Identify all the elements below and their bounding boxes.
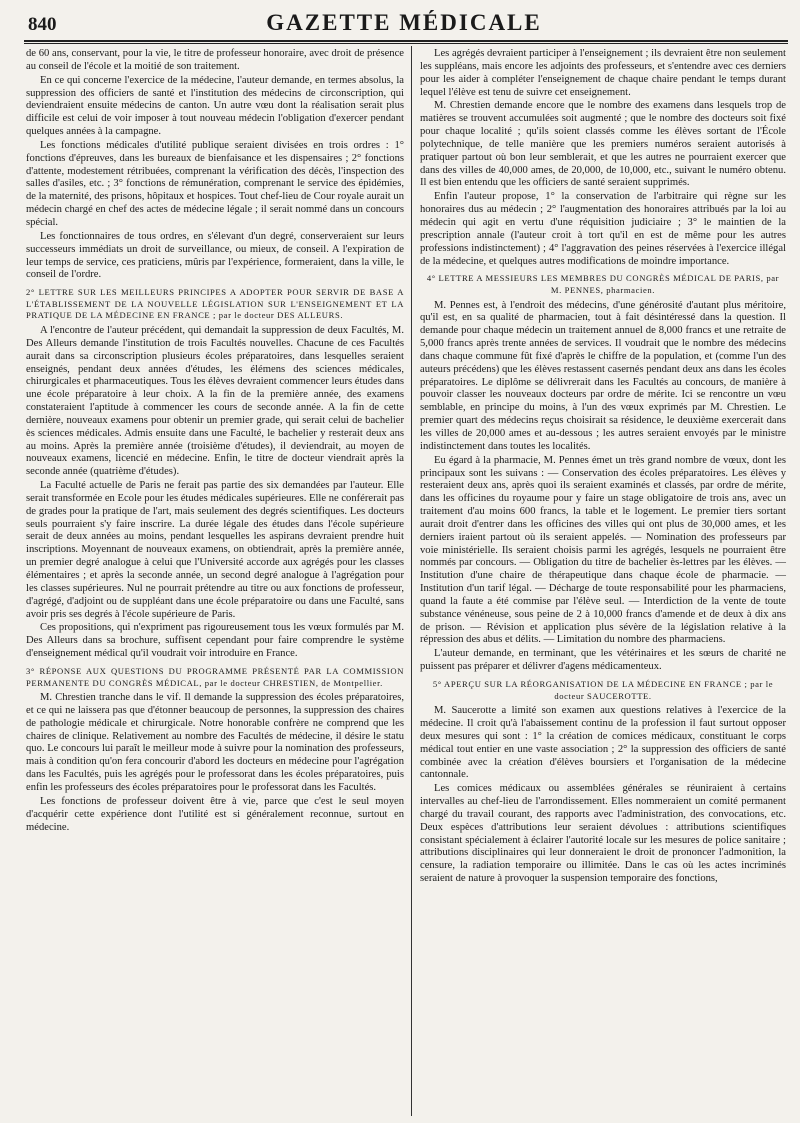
paragraph: Les fonctionnaires de tous ordres, en s'élevant d'un degré, conserveraient sur leurs successeurs immédiats un droit de surveillance, ou mieux, de conseil. A l'expiration de leur temps de service, ces praticiens, mûris par l'expérience, formeraient, dans la ville, le conseil de l'ordre. [26, 230, 404, 281]
paragraph: Eu égard à la pharmacie, M. Pennes émet un très grand nombre de vœux, dont les principaux sont les suivans : — Conservation des écoles préparatoires. Les élèves y resteraient deux ans, après quoi ils seraient examinés et classés, par ordre de mérite, dans les officines du royaume pour y faire un stage obligatoire de trois ans, avec un traitement d'au moins 600 francs, la table et le logement. Le premier tiers sortant aurait droit d'entrer dans les officines des villes qui ont plus de 30,000 ames, et les derniers iraient partout où ils seraient appelés. — Nomination des professeurs par voie ministérielle. Ils seraient choisis parmi les agrégés, lesquels ne pourraient être nommés par concours. — Obligation du titre de bachelier ès-lettres par les élèves. — Institution d'une chaire de thérapeutique dans chaque école de pharmacie. — Institution d'un tarif légal. — Décharge de toute responsabilité pour les pharmaciens, quand la faute a été commise par l'élève seul. — Interdiction de la vente de toute substance vénéneuse, sous peine de 2 à 10,000 francs d'amende et de deux à dix ans de prison. — Révision et application plus sévère de la législation relative à la répression des abus et délits. — Limitation du nombre des pharmaciens. [420, 454, 786, 646]
section-heading: 4° LETTRE A MESSIEURS LES MEMBRES DU CONGRÈS MÉDICAL DE PARIS, par M. PENNES, pharmacien. [426, 273, 780, 295]
paragraph: L'auteur demande, en terminant, que les vétérinaires et les sœurs de charité ne puissent pas préparer et délivrer d'agens médicamenteux. [420, 648, 786, 673]
page-title: GAZETTE MÉDICALE [266, 10, 542, 35]
paragraph: A l'encontre de l'auteur précédent, qui demandait la suppression de deux Facultés, M. Des Alleurs demande l'institution de trois Facultés nouvelles. Chacune de ces Facultés aurait dans sa circonscription plusieurs écoles préparatoires, dans lesquelles seraient enseignés, pendant deux années d'études, les élémens des sciences médicales, chirurgicales et pharmaceutiques. Tous les élèves devraient commencer leurs études dans une école préparatoire à leur choix. A la fin de la première année, des examens constateraient l'aptitude à commencer les cours de seconde année. A la fin de cette dernière, nouveaux examens pour obtenir un premier grade, qui serait celui de bachelier ès sciences médicales. Admis ensuite dans une Faculté, le bachelier y resterait deux ans au moins. Après la première année (troisième d'études), il deviendrait, au moyen de nouveaux examens, licencié en médecine. Enfin, le titre de docteur viendrait après la seconde année (quatrième d'études). [26, 324, 404, 478]
paragraph: Les agrégés devraient participer à l'enseignement ; ils devraient être non seulement les suppléans, mais encore les adjoints des professeurs, et s'entendre avec ces derniers pour les aider à compléter l'enseignement de chaque chaire pendant le temps durant lequel l'élève est tenu de suivre cet enseignement. [420, 48, 786, 98]
section-heading: 2° LETTRE SUR LES MEILLEURS PRINCIPES A ADOPTER POUR SERVIR DE BASE A L'ÉTABLISSEMENT DE LA NOUVELLE LÉGISLATION SUR L'ENSEIGNEMENT ET LA PRATIQUE DE LA MÉDECINE EN FRANCE ; par le docteur DES ALLEURS. [26, 287, 404, 321]
paragraph: Les fonctions de professeur doivent être à vie, parce que c'est le seul moyen d'acquérir cette expérience dont l'utilité est si généralement reconnue, surtout en médecine. [26, 795, 404, 833]
column-divider [411, 46, 412, 1116]
paragraph: Les fonctions médicales d'utilité publique seraient divisées en trois ordres : 1° fonctions d'épreuves, dans les bureaux de bienfaisance et les dispensaires ; 2° fonctions d'attente, modestement rétribuées, comprenant la vérification des décès, l'inspection des salles d'asiles, etc. ; 3° fonctions de rémunération, comprenant le service des épidémies, de la maternité, des prisons, hôpitaux et hospices. Tout chef-lieu de Cour royale aurait un médecin chargé en chef des actes de médecine légale ; il serait nommé dans un concours spécial. [26, 139, 404, 228]
section-heading: 3° RÉPONSE AUX QUESTIONS DU PROGRAMME PRÉSENTÉ PAR LA COMMISSION PERMANENTE DU CONGRÈS MÉDICAL, par le docteur CHRESTIEN, de Montpellier. [26, 665, 404, 688]
page-number: 840 [28, 14, 57, 35]
paragraph: Les comices médicaux ou assemblées générales se réuniraient à certains intervalles au chef-lieu de l'arrondissement. Elles nommeraient un comité permanent chargé du travail courant, des rapports avec l'administration, des convocations, etc. Deux espèces d'attributions leur seraient dévolues : attributions scientifiques consistant spécialement à éclairer l'autorité locale sur les mesures de police sanitaire ; attributions disciplinaires qui leur donneraient le droit de prononcer l'admonition, la censure, la radiation temporaire ou illimitée. Dans le cas où les actes incriminés seraient de nature à provoquer la suspension temporaire des fonctions, [420, 783, 786, 885]
paragraph: M. Pennes est, à l'endroit des médecins, d'une générosité d'autant plus méritoire, qu'il est, en sa qualité de pharmacien, tout à fait désintéressé dans la question. Il demande pour chaque médecin un traitement annuel de 8,000 francs et une retraite de 5,000 francs après trente années de services. Il voudrait que le nombre des médecins dans chaque commune fût fixé d'après le chiffre de la population, et (comme l'un des auteurs précédens) que les élèves restassent casernés pendant deux ans dans les écoles préparatoires. Le diplôme se délivrerait dans les Facultés au concours, de manière à pouvoir classer les nouveaux docteurs par ordre de mérite. Ici se rencontre un vœu semblable, en principe du moins, à l'un des vœux exprimés par M. Chrestien. Le premier quart des médecins reçus choisirait sa résidence, le deuxième exercerait dans les villes de 20,000 ames et au-dessous ; les autres seraient envoyés par le ministre indistinctement dans toutes les localités. [420, 299, 786, 452]
header-rule [24, 40, 788, 42]
paragraph: Enfin l'auteur propose, 1° la conservation de l'arbitraire qui règne sur les honoraires dus au médecin ; 2° l'augmentation des honoraires attribués par la loi au médecin qui agit en vertu d'une réquisition judiciaire ; 3° le maintien de la prescription annale (l'auteur croit à tort qu'il en est de même pour les autres professions indistinctement) ; 4° l'aggravation des peines réservées à l'exercice illégal de la médecine, et quelques autres modifications de moindre importance. [420, 191, 786, 267]
paragraph: de 60 ans, conservant, pour la vie, le titre de professeur honoraire, avec droit de présence au conseil de l'école et la moitié de son traitement. [26, 48, 404, 72]
paragraph: En ce qui concerne l'exercice de la médecine, l'auteur demande, en termes absolus, la suppression des officiers de santé et l'institution des médecins de circonscription, qui deviendraient ensuite médecins de canton. Un autre vœu dont la réalisation serait plus difficile est celui de voir imposer à tout nouveau médecin l'obligation d'exercer pendant quelques années à la campagne. [26, 74, 404, 138]
header-rule-thin [24, 43, 788, 44]
paragraph: Ces propositions, qui n'expriment pas rigoureusement tous les vœux formulés par M. Des Alleurs dans sa brochure, suffisent cependant pour faire comprendre le système d'enseignement médical qu'il voudrait voir introduire en France. [26, 622, 404, 660]
right-column [420, 48, 786, 887]
paragraph: M. Chrestien demande encore que le nombre des examens dans lesquels trop de matières se trouvent accumulées soit augmenté ; que le nombre des docteurs soit fixé pour chaque localité ; qu'ils soient classés comme les élèves sortant de l'École polytechnique, de telle manière que les premiers numéros seraient autorisés à pratiquer partout où bon leur semblerait, et que les autres ne pourraient exercer que dans des villes de 40,000 ames, de 20,000, de 10,000, etc., suivant le numéro obtenu. Il est bien entendu que les officiers de santé seraient supprimés. [420, 100, 786, 189]
paragraph: M. Chrestien tranche dans le vif. Il demande la suppression des écoles préparatoires, et ce qui ne laissera pas que d'étonner beaucoup de personnes, la suppression des chaires de pathologie médicale et chirurgicale. Notre honorable confrère ne comprend que les chaires de clinique. Relativement au nombre des Facultés de médecine, il désire le statu quo. Le concours lui paraît le meilleur mode à suivre pour la nomination des professeurs, mais à condition qu'on fera concourir d'abord les docteurs en médecine pour l'agrégation dans les Facultés, puis les agrégés pour le professorat dans les écoles préparatoires, puis enfin les professeurs des écoles préparatoires pour le professorat dans les Facultés. [26, 692, 404, 793]
left-column [26, 48, 404, 835]
section-heading: 5° APERÇU SUR LA RÉORGANISATION DE LA MÉDECINE EN FRANCE ; par le docteur SAUCEROTTE. [432, 679, 774, 701]
page-header [28, 6, 780, 40]
paragraph: La Faculté actuelle de Paris ne ferait pas partie des six demandées par l'auteur. Elle serait transformée en Ecole pour les études médicales supérieures. Elle ne conférerait pas de grades pour la pratique de l'art, mais seulement des degrés scientifiques. Les docteurs seuls pourraient s'y faire inscrire. La durée légale des études dans l'école supérieure serait de deux années au moins, pendant lesquelles les aspirans devraient prendre huit inscriptions. Moyennant de nouveaux examens, on obtiendrait, après la première année, un premier degré analogue à celui que l'Université accorde aux agrégés pour les classes élémentaires ; et après la seconde année, un second degré analogue à l'agrégation pour les classes supérieures. Nul ne pourrait prétendre au titre ou aux fonctions de professeur, d'agrégé, d'adjoint ou de suppléant dans une école préparatoire ou dans une Faculté, sans avoir pris ses degrés à l'école supérieure de Paris. [26, 480, 404, 620]
paragraph: M. Saucerotte a limité son examen aux questions relatives à l'exercice de la médecine. Il croit qu'à l'abaissement continu de la profession il faut surtout opposer deux mesures qui sont : 1° la création de comices médicaux, constituant le corps médical tout entier en une vaste association ; 2° la suppression des officiers de santé combinée avec la création d'élèves boursiers et l'organisation de la médecine cantonnale. [420, 705, 786, 781]
